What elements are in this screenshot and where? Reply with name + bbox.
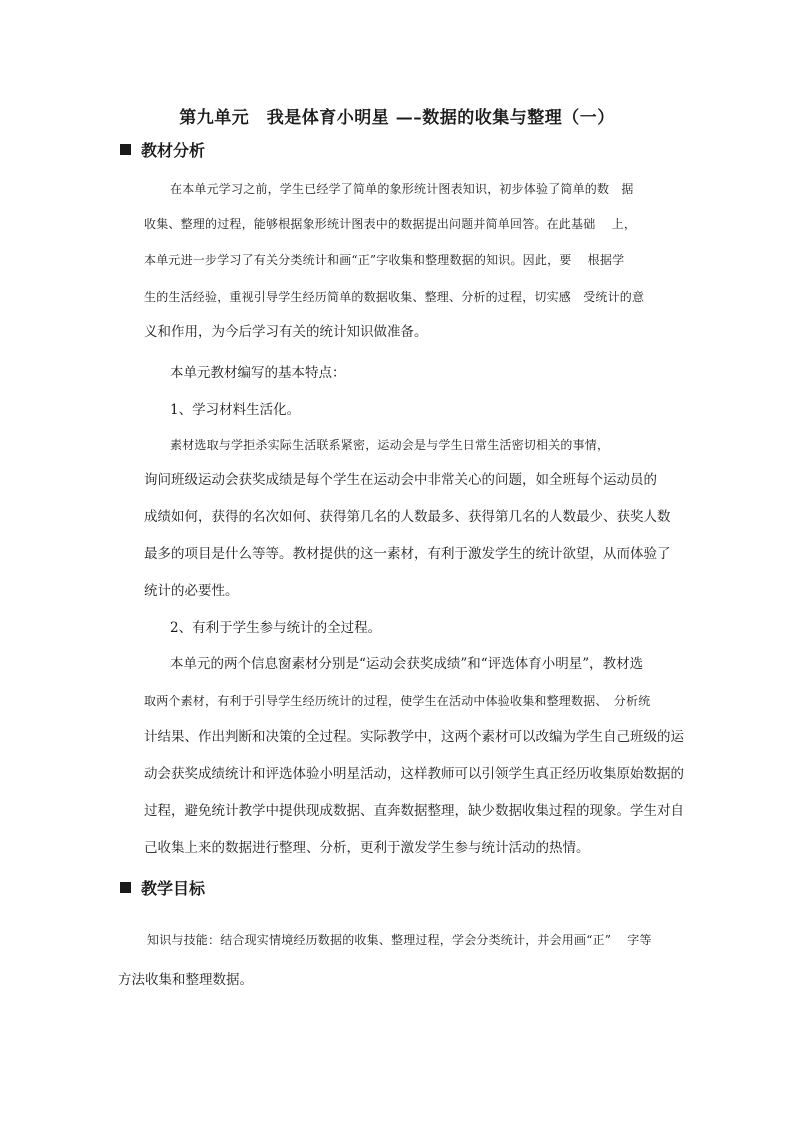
paragraph-line: 生的生活经验，重视引导学生经历简单的数据收集、整理、分析的过程，切实感 受统计的意 <box>144 290 645 304</box>
paragraph-line: 动会获奖成绩统计和评选体验小明星活动，这样教师可以引领学生真正经历收集原始数据的 <box>144 766 684 782</box>
square-bullet-icon <box>120 144 131 155</box>
paragraph-line: 统计的必要性。 <box>144 583 239 599</box>
paragraph-line: 取两个素材，有利于引导学生经历统计的过程，使学生在活动中体验收集和整理数据、 分析统 <box>144 694 651 708</box>
paragraph-line: 成绩如何，获得的名次如何、获得第几名的人数最多、获得第几名的人数最少、获奖人数 <box>144 509 671 525</box>
paragraph-line: 过程，避免统计教学中提供现成数据、直奔数据整理，缺少数据收集过程的现象。学生对自 <box>144 803 684 819</box>
section-heading-label: 教学目标 <box>141 879 206 898</box>
square-bullet-icon <box>120 882 131 893</box>
paragraph-line: 在本单元学习之前，学生已经学了简单的象形统计图表知识，初步体验了简单的数 据 <box>170 182 634 196</box>
paragraph-line: 方法收集和整理数据。 <box>118 972 253 988</box>
paragraph-line: 知识与技能：结合现实情境经历数据的收集、整理过程，学会分类统计，并会用画“正” 字等 <box>147 933 652 947</box>
paragraph-line: 计结果、作出判断和决策的全过程。实际教学中，这两个素材可以改编为学生自己班级的运 <box>144 729 684 745</box>
paragraph-line: 收集、整理的过程，能够根据象形统计图表中的数据提出问题并简单回答。在此基础 上， <box>144 217 637 231</box>
paragraph-line: 最多的项目是什么等等。教材提供的这一素材，有利于激发学生的统计欲望，从而体验了 <box>144 546 671 562</box>
paragraph-line: 1、学习材料生活化。 <box>170 402 301 418</box>
page-title: 第九单元 我是体育小明星 —–数据的收集与整理（一） <box>179 108 615 128</box>
section-heading-label: 教材分析 <box>141 141 206 160</box>
paragraph-line: 己收集上来的数据进行整理、分析，更利于激发学生参与统计活动的热情。 <box>144 840 590 856</box>
paragraph-line: 本单元教材编写的基本特点： <box>170 365 346 381</box>
paragraph-line: 询问班级运动会获奖成绩是每个学生在运动会中非常关心的问题，如全班每个运动员的 <box>144 472 657 488</box>
paragraph-line: 本单元的两个信息窗素材分别是“运动会获奖成绩”和“评选体育小明星”，教材选 <box>170 656 644 672</box>
paragraph-line: 2、有利于学生参与统计的全过程。 <box>170 620 382 636</box>
paragraph-line: 素材选取与学拒杀实际生活联系紧密，运动会是与学生日常生活密切相关的事情， <box>170 438 610 452</box>
paragraph-line: 本单元进一步学习了有关分类统计和画“正”字收集和整理数据的知识。因此，要 根据学 <box>144 253 625 267</box>
section-heading-objectives <box>120 876 205 899</box>
paragraph-line: 义和作用，为今后学习有关的统计知识做准备。 <box>144 324 428 340</box>
section-heading-materials <box>120 138 205 161</box>
